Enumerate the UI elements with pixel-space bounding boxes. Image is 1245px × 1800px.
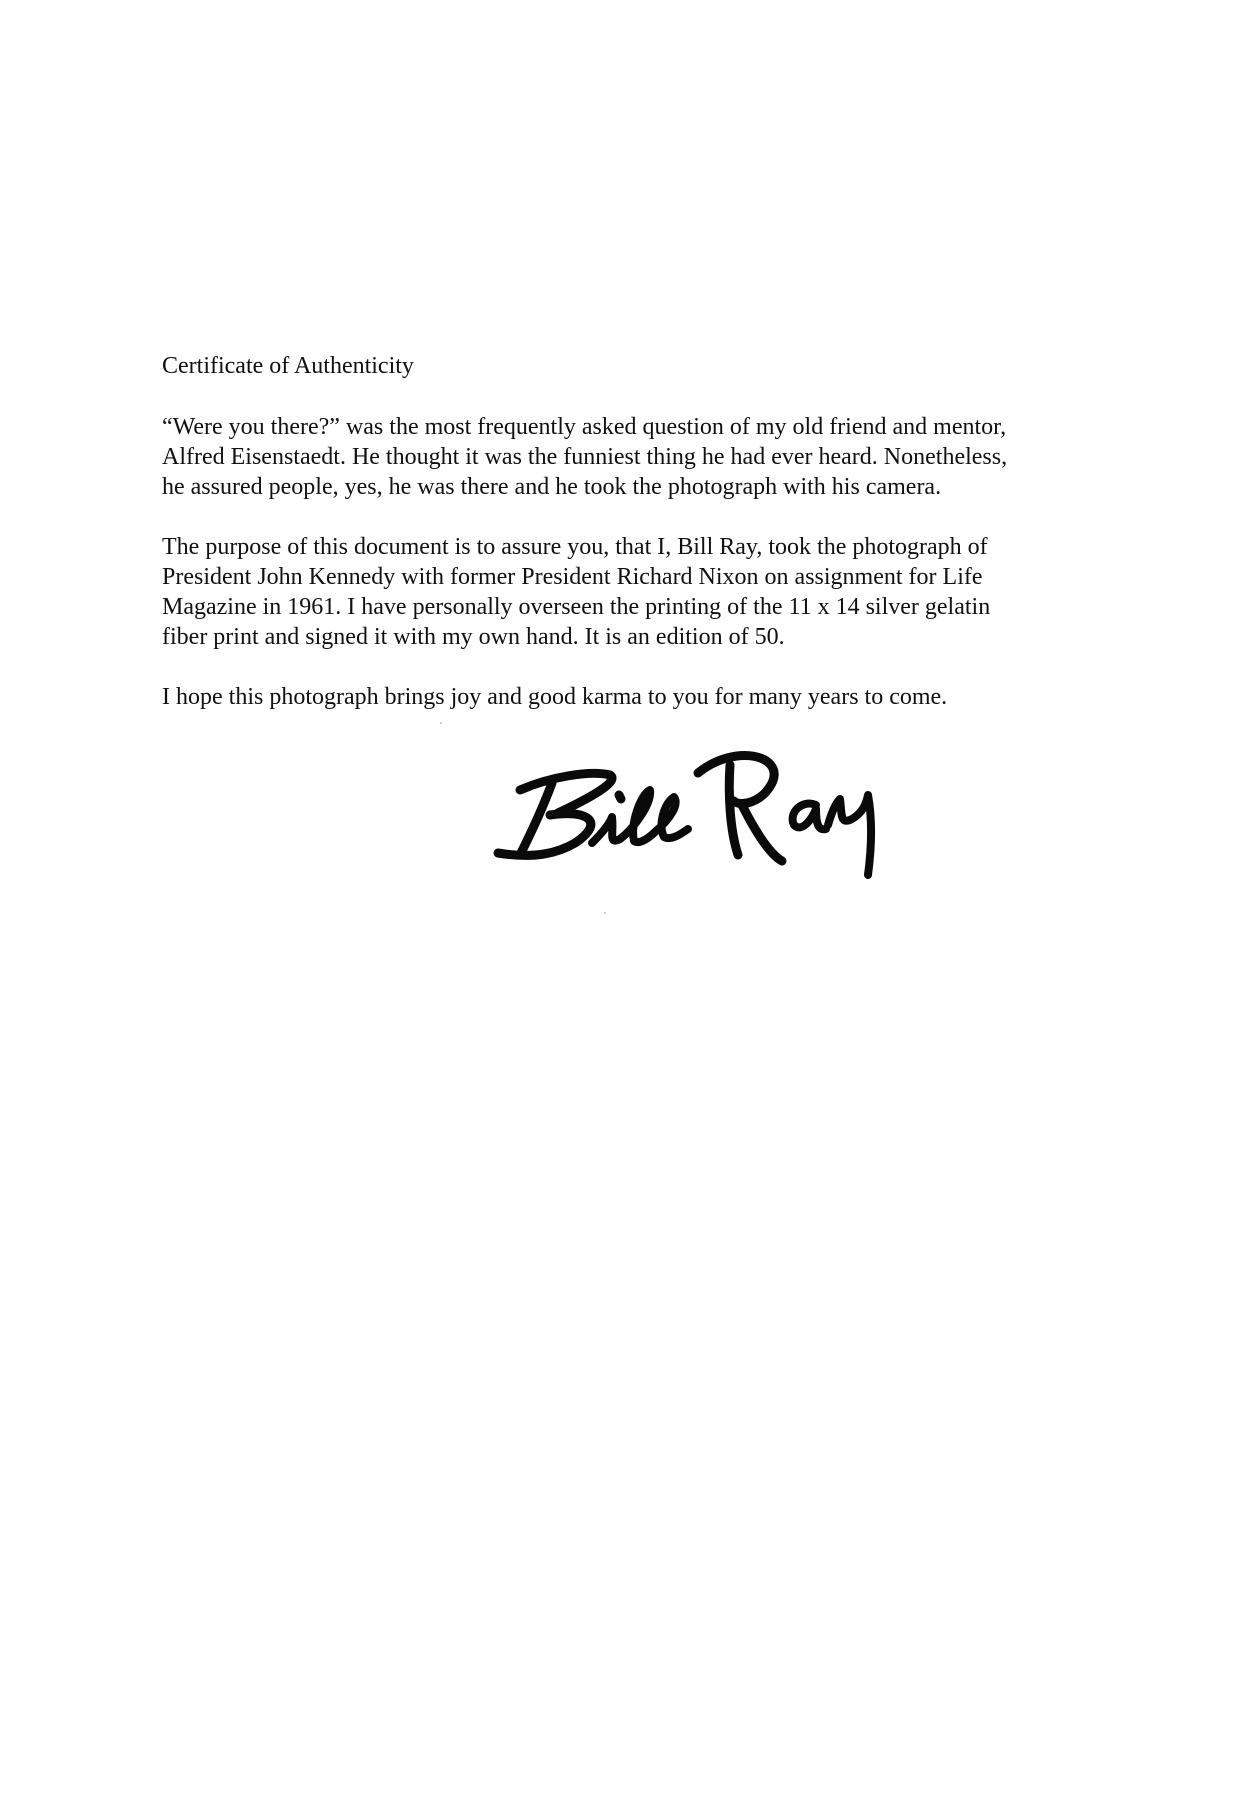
paragraph-line: “Were you there?” was the most frequently asked question of my old friend and mentor, [162,414,1007,440]
paragraph-purpose [162,532,1102,652]
paragraph-line: Magazine in 1961. I have personally overseen the printing of the 11 x 14 silver gelatin [162,594,991,620]
paragraph-eisenstaedt [162,412,1102,502]
handwritten-signature [480,735,980,890]
signature-stroke [729,765,738,855]
paragraph-line: he assured people, yes, he was there and he took the photograph with his camera. [162,474,942,500]
document-title: Certificate of Authenticity [162,353,414,379]
signature-stroke [620,790,656,842]
paragraph-line: President John Kennedy with former President Richard Nixon on assignment for Life [162,564,983,590]
paragraph-closing [162,682,1102,712]
certificate-body [162,351,1102,742]
signature-stroke [498,814,591,856]
signature-stroke [828,795,871,875]
signature-stroke [656,797,688,838]
paragraph-line: I hope this photograph brings joy and good karma to you for many years to come. [162,684,948,710]
signature-stroke [619,795,621,799]
signature-stroke [698,755,774,803]
paragraph-line: Alfred Eisenstaedt. He thought it was the funniest thing he had ever heard. Nonetheless, [162,444,1008,470]
signature-stroke [742,805,782,861]
signature-stroke [520,783,552,855]
signature-stroke [592,817,620,843]
paragraph-line: fiber print and signed it with my own hand. It is an edition of 50. [162,624,785,650]
signature-stroke [793,804,826,830]
paper-speck [440,722,442,724]
paragraph-line: The purpose of this document is to assure you, that I, Bill Ray, took the photograph of [162,534,988,560]
paper-speck [604,912,606,914]
signature-stroke [520,773,612,813]
